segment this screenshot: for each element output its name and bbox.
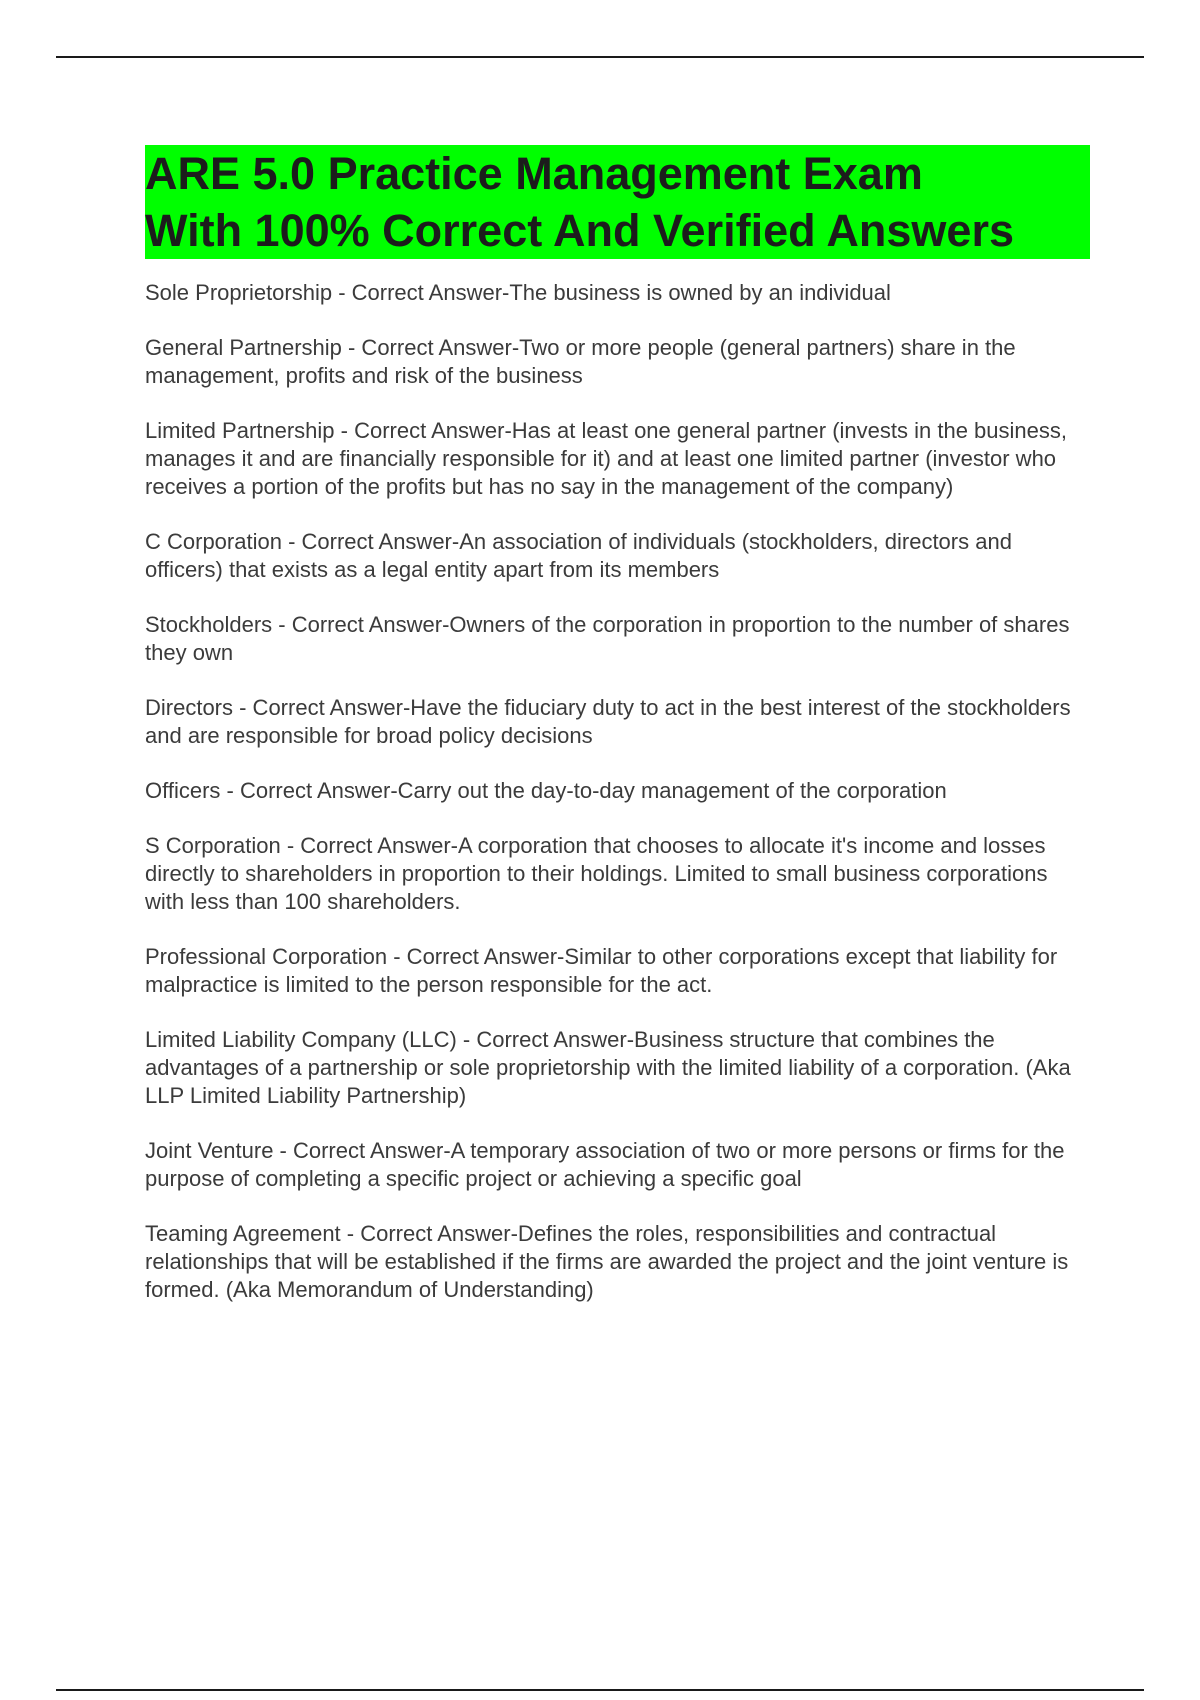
qa-item-limited-partnership: Limited Partnership - Correct Answer-Has at least one general partner (invests in the business, manages it and are financially responsible for it) and at least one limited partner (investor who receives a portion of the profits but has no say in the management of the company) <box>145 418 1067 499</box>
qa-item-directors: Directors - Correct Answer-Have the fiduciary duty to act in the best interest of the stockholders and are responsible for broad policy decisions <box>145 695 1071 748</box>
qa-item-c-corporation: C Corporation - Correct Answer-An association of individuals (stockholders, directors and officers) that exists as a legal entity apart from its members <box>145 529 1012 582</box>
qa-list <box>145 279 1090 1304</box>
qa-item-stockholders: Stockholders - Correct Answer-Owners of the corporation in proportion to the number of shares they own <box>145 612 1070 665</box>
qa-item-s-corporation: S Corporation - Correct Answer-A corporation that chooses to allocate it's income and losses directly to shareholders in proportion to their holdings. Limited to small business corporations with less than 100 shareholders. <box>145 833 1048 914</box>
qa-item-sole-proprietorship: Sole Proprietorship - Correct Answer-The business is owned by an individual <box>145 280 891 305</box>
title-line-1: ARE 5.0 Practice Management Exam <box>145 148 923 199</box>
footer-rule <box>56 1689 1144 1691</box>
qa-item-general-partnership: General Partnership - Correct Answer-Two or more people (general partners) share in the management, profits and risk of the business <box>145 335 1016 388</box>
document-title <box>145 145 1090 259</box>
qa-item-professional-corporation: Professional Corporation - Correct Answer-Similar to other corporations except that liability for malpractice is limited to the person responsible for the act. <box>145 944 1058 997</box>
qa-item-teaming-agreement: Teaming Agreement - Correct Answer-Defines the roles, responsibilities and contractual relationships that will be established if the firms are awarded the project and the joint venture is formed. (Aka Memorandum of Understanding) <box>145 1221 1069 1302</box>
qa-item-officers: Officers - Correct Answer-Carry out the day-to-day management of the corporation <box>145 778 947 803</box>
qa-item-llc: Limited Liability Company (LLC) - Correct Answer-Business structure that combines the advantages of a partnership or sole proprietorship with the limited liability of a corporation. (Aka LLP Limited Liability Partnership) <box>145 1027 1071 1108</box>
document-body <box>145 145 1090 1331</box>
qa-item-joint-venture: Joint Venture - Correct Answer-A temporary association of two or more persons or firms for the purpose of completing a specific project or achieving a specific goal <box>145 1138 1065 1191</box>
title-line-2: With 100% Correct And Verified Answers <box>145 205 1014 256</box>
header-rule <box>56 56 1144 58</box>
